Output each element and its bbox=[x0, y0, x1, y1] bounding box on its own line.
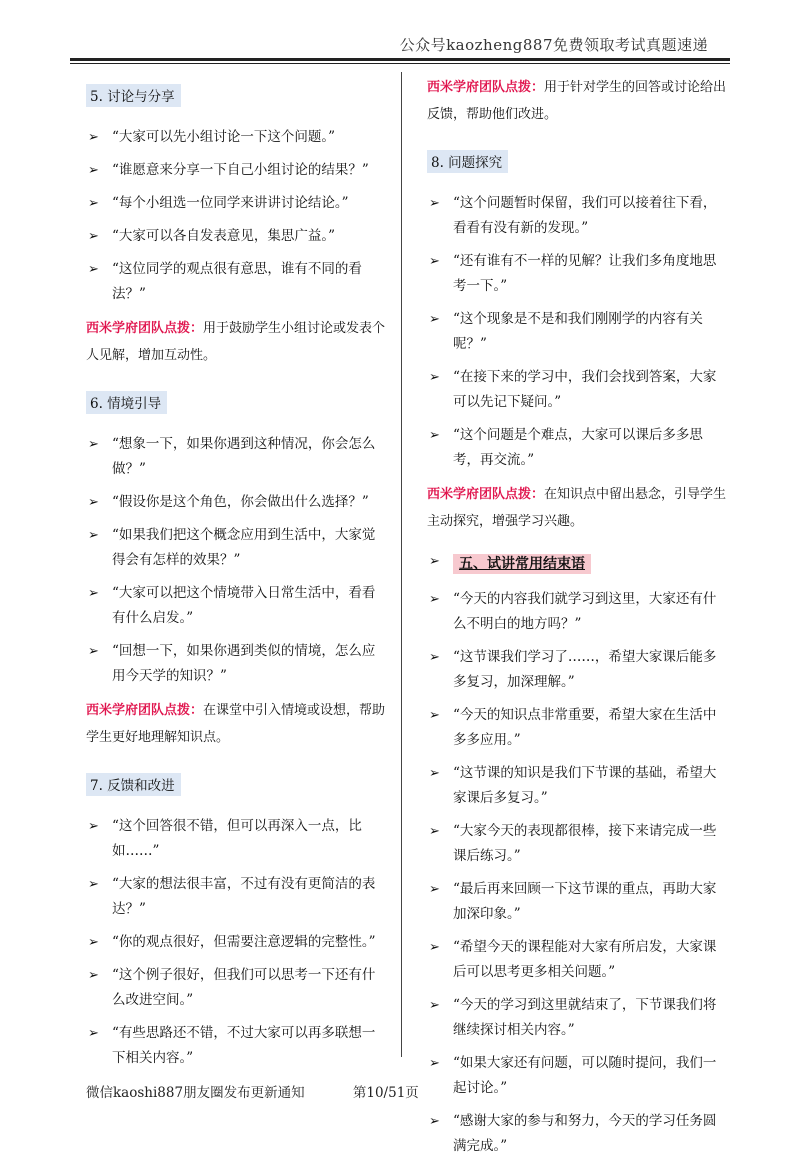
column-divider bbox=[401, 72, 402, 1057]
list-item: ➢ “大家的想法很丰富，不过有没有更简洁的表达？” bbox=[86, 872, 388, 922]
arrow-bullet-icon: ➢ bbox=[88, 262, 99, 277]
arrow-bullet-icon: ➢ bbox=[88, 819, 99, 834]
list-item: ➢ “谁愿意来分享一下自己小组讨论的结果？” bbox=[86, 158, 388, 183]
list-item: ➢ “这个现象是不是和我们刚刚学的内容有关呢？” bbox=[427, 307, 727, 357]
list-item: ➢ “想象一下，如果你遇到这种情况，你会怎么做？” bbox=[86, 432, 388, 482]
tip-note: 西米学府团队点拨：用于鼓励学生小组讨论或发表个人见解，增加互动性。 bbox=[86, 321, 386, 363]
arrow-bullet-icon: ➢ bbox=[88, 1026, 99, 1041]
tip-note: 西米学府团队点拨：在知识点中留出悬念，引导学生主动探究，增强学习兴趣。 bbox=[427, 487, 727, 529]
tip-note: 西米学府团队点拨：用于针对学生的回答或讨论给出反馈，帮助他们改进。 bbox=[427, 80, 727, 122]
arrow-bullet-icon: ➢ bbox=[88, 437, 99, 452]
header-text: 公众号kaozheng887免费领取考试真题速递 bbox=[399, 36, 708, 54]
section-title-scenario: 6. 情境引导 bbox=[86, 391, 167, 414]
arrow-bullet-icon: ➢ bbox=[88, 877, 99, 892]
arrow-bullet-icon: ➢ bbox=[88, 644, 99, 659]
right-column bbox=[427, 70, 727, 1167]
arrow-bullet-icon: ➢ bbox=[88, 586, 99, 601]
arrow-bullet-icon: ➢ bbox=[88, 163, 99, 178]
arrow-bullet-icon: ➢ bbox=[429, 254, 440, 269]
list-item: ➢ “如果我们把这个概念应用到生活中，大家觉得会有怎样的效果？” bbox=[86, 523, 388, 573]
list-item: ➢ “大家可以各自发表意见，集思广益。” bbox=[86, 224, 388, 249]
list-item: ➢ “希望今天的课程能对大家有所启发，大家课后可以思考更多相关问题。” bbox=[427, 935, 727, 985]
feedback-list bbox=[86, 814, 388, 1071]
tip-note: 西米学府团队点拨：在课堂中引入情境或设想，帮助学生更好地理解知识点。 bbox=[86, 703, 386, 745]
arrow-bullet-icon: ➢ bbox=[429, 766, 440, 781]
arrow-bullet-icon: ➢ bbox=[88, 196, 99, 211]
arrow-bullet-icon: ➢ bbox=[429, 650, 440, 665]
list-item: ➢ “这节课我们学习了……，希望大家课后能多多复习，加深理解。” bbox=[427, 645, 727, 695]
list-item: ➢ “大家可以把这个情境带入日常生活中，看看有什么启发。” bbox=[86, 581, 388, 631]
list-item: ➢ “今天的内容我们就学习到这里，大家还有什么不明白的地方吗？” bbox=[427, 587, 727, 637]
arrow-bullet-icon: ➢ bbox=[429, 940, 440, 955]
chapter-title-closing: ➢ 五、试讲常用结束语 bbox=[427, 553, 727, 573]
list-item: ➢ “有些思路还不错，不过大家可以再多联想一下相关内容。” bbox=[86, 1021, 388, 1071]
list-item: ➢ “如果大家还有问题，可以随时提问，我们一起讨论。” bbox=[427, 1051, 727, 1101]
arrow-bullet-icon: ➢ bbox=[88, 528, 99, 543]
list-item: ➢ “每个小组选一位同学来讲讲讨论结论。” bbox=[86, 191, 388, 216]
arrow-bullet-icon: ➢ bbox=[429, 554, 440, 569]
arrow-bullet-icon: ➢ bbox=[88, 229, 99, 244]
list-item: ➢ “感谢大家的参与和努力，今天的学习任务圆满完成。” bbox=[427, 1109, 727, 1159]
arrow-bullet-icon: ➢ bbox=[429, 708, 440, 723]
list-item: ➢ “大家今天的表现都很棒，接下来请完成一些课后练习。” bbox=[427, 819, 727, 869]
arrow-bullet-icon: ➢ bbox=[429, 1056, 440, 1071]
section-title-inquiry: 8. 问题探究 bbox=[427, 150, 508, 173]
arrow-bullet-icon: ➢ bbox=[429, 196, 440, 211]
list-item: ➢ “这位同学的观点很有意思，谁有不同的看法？” bbox=[86, 257, 388, 307]
arrow-bullet-icon: ➢ bbox=[429, 824, 440, 839]
arrow-bullet-icon: ➢ bbox=[88, 968, 99, 983]
discussion-list bbox=[86, 125, 388, 307]
list-item: ➢ “今天的学习到这里就结束了，下节课我们将继续探讨相关内容。” bbox=[427, 993, 727, 1043]
left-column bbox=[86, 70, 388, 1079]
list-item: ➢ “假设你是这个角色，你会做出什么选择？” bbox=[86, 490, 388, 515]
arrow-bullet-icon: ➢ bbox=[429, 1114, 440, 1129]
arrow-bullet-icon: ➢ bbox=[429, 882, 440, 897]
list-item: ➢ “最后再来回顾一下这节课的重点，再助大家加深印象。” bbox=[427, 877, 727, 927]
list-item: ➢ “回想一下，如果你遇到类似的情境，怎么应用今天学的知识？” bbox=[86, 639, 388, 689]
arrow-bullet-icon: ➢ bbox=[429, 370, 440, 385]
list-item: ➢ “这个问题暂时保留，我们可以接着往下看，看看有没有新的发现。” bbox=[427, 191, 727, 241]
list-item: ➢ “还有谁有不一样的见解？让我们多角度地思考一下。” bbox=[427, 249, 727, 299]
page-number: 第10/51页 bbox=[352, 1085, 419, 1101]
list-item: ➢ “这个回答很不错，但可以再深入一点，比如……” bbox=[86, 814, 388, 864]
page-footer bbox=[86, 1081, 463, 1101]
arrow-bullet-icon: ➢ bbox=[88, 495, 99, 510]
list-item: ➢ “你的观点很好，但需要注意逻辑的完整性。” bbox=[86, 930, 388, 955]
arrow-bullet-icon: ➢ bbox=[429, 312, 440, 327]
list-item: ➢ “这节课的知识是我们下节课的基础，希望大家课后多复习。” bbox=[427, 761, 727, 811]
arrow-bullet-icon: ➢ bbox=[429, 998, 440, 1013]
closing-list bbox=[427, 587, 727, 1159]
list-item: ➢ “这个例子很好，但我们可以思考一下还有什么改进空间。” bbox=[86, 963, 388, 1013]
section-title-feedback: 7. 反馈和改进 bbox=[86, 773, 181, 796]
header-rule bbox=[70, 58, 730, 61]
list-item: ➢ “大家可以先小组讨论一下这个问题。” bbox=[86, 125, 388, 150]
arrow-bullet-icon: ➢ bbox=[88, 935, 99, 950]
section-title-discussion: 5. 讨论与分享 bbox=[86, 84, 181, 107]
arrow-bullet-icon: ➢ bbox=[429, 428, 440, 443]
arrow-bullet-icon: ➢ bbox=[429, 592, 440, 607]
header-rule-thin bbox=[70, 63, 730, 64]
list-item: ➢ “今天的知识点非常重要，希望大家在生活中多多应用。” bbox=[427, 703, 727, 753]
list-item: ➢ “这个问题是个难点，大家可以课后多多思考，再交流。” bbox=[427, 423, 727, 473]
footer-notice: 微信kaoshi887朋友圈发布更新通知 bbox=[86, 1085, 305, 1101]
inquiry-list bbox=[427, 191, 727, 473]
arrow-bullet-icon: ➢ bbox=[88, 130, 99, 145]
scenario-list bbox=[86, 432, 388, 689]
list-item: ➢ “在接下来的学习中，我们会找到答案，大家可以先记下疑问。” bbox=[427, 365, 727, 415]
